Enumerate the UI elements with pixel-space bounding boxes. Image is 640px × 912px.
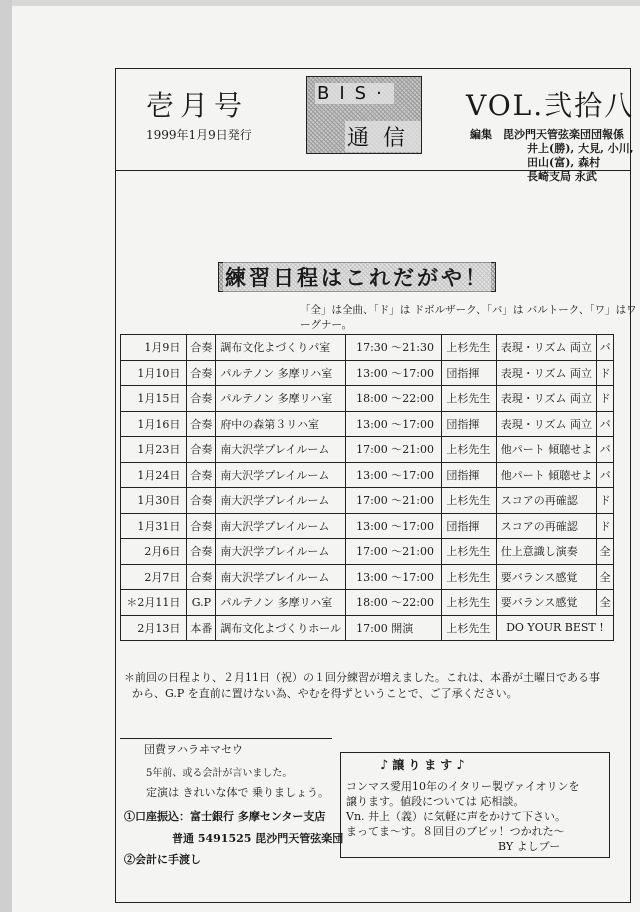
row-time: 13:00 〜17:00 [346,411,442,437]
fee-title: 団費ヲハラヰマセウ [144,743,243,756]
row-date: 1月16日 [121,411,187,437]
row-type: 合奏 [187,539,216,565]
row-place: 南大沢学プレイルーム [216,437,346,463]
row-date: 2月13日 [121,615,187,641]
for-sale-line: まってま〜す。８回目のブビッ！つかれた〜 [346,825,565,838]
row-time: 17:00 〜21:00 [346,437,442,463]
row-place: 南大沢学プレイルーム [216,539,346,565]
row-work: ド [597,360,614,386]
row-date: 1月9日 [121,335,187,361]
row-leader: 上杉先生 [442,615,496,641]
for-sale-line: Vn. 井上（義）に気軽に声をかけて下さい。 [346,810,567,823]
row-focus: 表現・リズム 両立 [496,411,597,437]
for-sale-line: コンマス愛用10年のイタリー製ヴァイオリンを [346,780,580,793]
row-work: バ [597,462,614,488]
row-work: 全 [597,590,614,616]
row-focus: 要バランス感覚 [496,590,597,616]
row-type: 合奏 [187,437,216,463]
row-leader: 団指揮 [442,462,496,488]
row-time: 13:00 〜17:00 [346,564,442,590]
row-time: 17:30 〜21:30 [346,335,442,361]
row-work: バ [597,437,614,463]
schedule-row [121,513,614,539]
schedule-row [121,360,614,386]
row-leader: 上杉先生 [442,539,496,565]
row-type: 合奏 [187,335,216,361]
row-place: 調布文化よづくりパ室 [216,335,346,361]
row-work: バ [597,411,614,437]
fee-quote: 定演は きれいな体で 乗りましょう。 [146,786,329,799]
row-work: ド [597,513,614,539]
row-leader: 上杉先生 [442,564,496,590]
editor-line: 毘沙門天管弦楽団団報係 [503,128,624,141]
row-time: 18:00 〜22:00 [346,386,442,412]
row-type: G.P [187,590,216,616]
row-focus: 他パート 傾聴せよ [496,462,597,488]
row-date: 1月15日 [121,386,187,412]
row-place: 南大沢学プレイルーム [216,488,346,514]
scan-top-edge [0,0,640,6]
row-leader: 上杉先生 [442,437,496,463]
logo-line1: BIS· [317,83,392,104]
row-type: 合奏 [187,488,216,514]
row-type: 合奏 [187,411,216,437]
music-note-icon: ♪ [380,758,393,773]
row-focus: 仕上意識し演奏 [496,539,597,565]
row-focus: 表現・リズム 両立 [496,386,597,412]
row-time: 13:00 〜17:00 [346,360,442,386]
row-focus: 表現・リズム 両立 [496,335,597,361]
row-date: 1月23日 [121,437,187,463]
row-focus: スコアの再確認 [496,488,597,514]
row-focus: 表現・リズム 両立 [496,360,597,386]
row-time: 13:00 〜17:00 [346,462,442,488]
fee-hand-delivery: ②会計に手渡し [124,853,201,866]
row-date: ＊2月11日 [121,590,187,616]
row-leader: 団指揮 [442,513,496,539]
row-leader: 上杉先生 [442,335,496,361]
logo-line2: 通信 [345,121,421,152]
row-date: 2月7日 [121,564,187,590]
schedule-row [121,488,614,514]
issue-date: 1999年1月9日発行 [146,128,252,142]
row-place: 府中の森第３リハ室 [216,411,346,437]
fee-bank-transfer: ①口座振込：富士銀行 多摩センター支店 [124,810,326,823]
row-time: 13:00 〜17:00 [346,513,442,539]
editor-line: 井上(勝), 大見, 小川, [527,142,634,155]
row-time: 17:00 〜21:00 [346,539,442,565]
row-work: ド [597,386,614,412]
note-line: ＊前回の日程より、２月11日（祝）の１回分練習が増えました。これは、本番が土曜日である事 [124,671,600,684]
work-legend: 「全」は全曲、「ド」は ドボルザーク、「バ」は バルトーク、「ワ」はワーグナー。 [300,304,637,331]
row-work: バ [597,335,614,361]
row-place: 南大沢学プレイルーム [216,462,346,488]
row-place: パルテノン 多摩リハ室 [216,590,346,616]
row-date: 1月30日 [121,488,187,514]
schedule-row [121,564,614,590]
issue-title: 壱月号 [146,89,249,122]
row-time: 17:00 〜21:00 [346,488,442,514]
row-focus: スコアの再確認 [496,513,597,539]
row-type: 合奏 [187,462,216,488]
banner-text: 練習日程はこれだがや！ [223,262,491,292]
row-time: 17:00 開演 [346,615,442,641]
row-date: 2月6日 [121,539,187,565]
row-type: 合奏 [187,513,216,539]
row-work: 全 [597,564,614,590]
editors-label: 編集 [470,128,492,141]
row-leader: 団指揮 [442,360,496,386]
fee-section-divider [120,738,332,869]
row-place: 南大沢学プレイルーム [216,513,346,539]
row-focus: 他パート 傾聴せよ [496,437,597,463]
schedule-note [124,670,629,702]
fee-quote-intro: 5年前、或る会計が言いました。 [146,768,293,779]
row-place: パルテノン 多摩リハ室 [216,360,346,386]
row-leader: 団指揮 [442,411,496,437]
row-type: 合奏 [187,360,216,386]
for-sale-line: 譲ります。値段については 応相談。 [346,795,525,808]
row-time: 18:00 〜22:00 [346,590,442,616]
schedule-row [121,462,614,488]
scan-left-edge [0,0,12,912]
schedule-row [121,437,614,463]
row-focus: 要バランス感覚 [496,564,597,590]
row-date: 1月10日 [121,360,187,386]
row-date: 1月31日 [121,513,187,539]
row-type: 合奏 [187,386,216,412]
row-leader: 上杉先生 [442,590,496,616]
music-note-icon: ♪ [456,758,469,773]
row-work: 全 [597,539,614,565]
schedule-row [121,386,614,412]
schedule-row [121,590,614,616]
row-place: 南大沢学プレイルーム [216,564,346,590]
row-type: 本番 [187,615,216,641]
newsletter-logo [306,76,422,154]
row-type: 合奏 [187,564,216,590]
row-work: ド [597,488,614,514]
schedule-row [121,411,614,437]
schedule-table [120,334,614,641]
for-sale-signature: BY よしブー [498,840,561,853]
row-place: パルテノン 多摩リハ室 [216,386,346,412]
row-leader: 上杉先生 [442,488,496,514]
schedule-row [121,615,614,641]
volume-number: VOL.弐拾八 [466,89,635,122]
schedule-row [121,335,614,361]
row-leader: 上杉先生 [442,386,496,412]
editor-line: 田山(富), 森村 [527,156,601,169]
row-focus: DO YOUR BEST ! [496,615,613,641]
schedule-row [121,539,614,565]
row-place: 調布文化よづくりホール [216,615,346,641]
editor-line: 長崎支局 永武 [527,170,597,183]
schedule-banner [218,262,496,292]
for-sale-title: ♪譲ります♪ [380,758,469,773]
row-date: 1月24日 [121,462,187,488]
note-line: から、G.P を直前に置けない為、やむを得ずということで、ご了承ください。 [132,687,518,700]
fee-account-number: 普通 5491525 毘沙門天管弦楽団 [172,832,344,845]
